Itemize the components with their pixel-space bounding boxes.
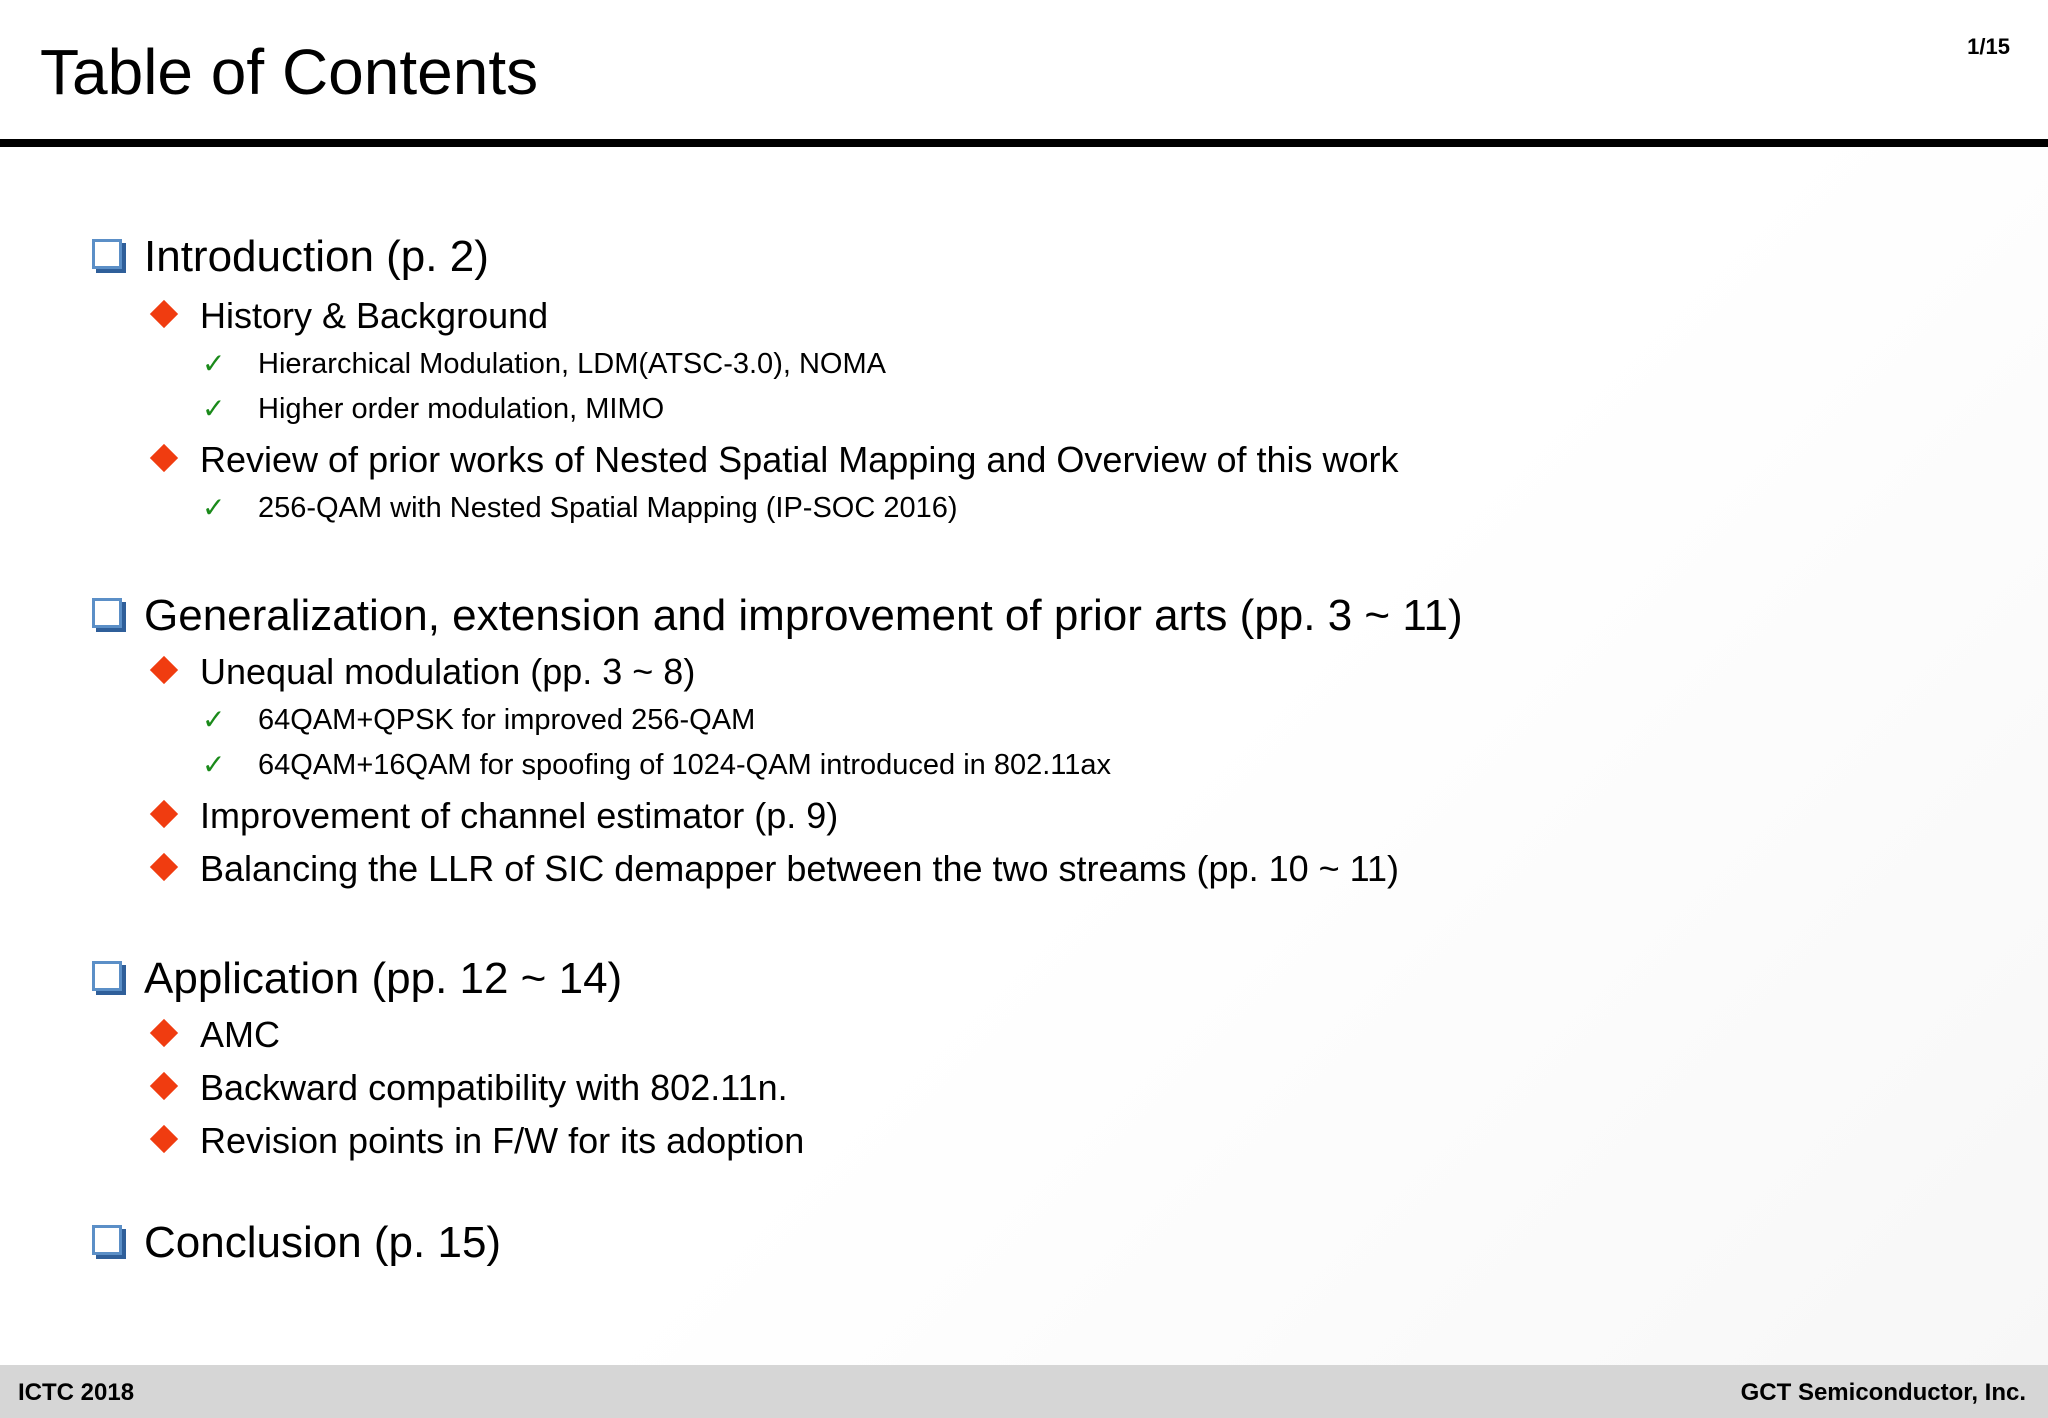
toc-subitem-label: 64QAM+16QAM for spoofing of 1024-QAM introduced in 802.11ax (258, 749, 1112, 781)
toc-item-label: Backward compatibility with 802.11n. (200, 1067, 788, 1108)
toc-subitem (202, 346, 886, 382)
diamond-bullet-icon (150, 1072, 178, 1100)
toc-section-introduction (92, 230, 489, 284)
toc-item (148, 1066, 788, 1110)
square-bullet-icon (92, 598, 122, 628)
toc-subitem-label: Higher order modulation, MIMO (258, 393, 665, 425)
toc-subitem (202, 391, 664, 427)
footer-bar (0, 1365, 2048, 1418)
toc-item (148, 847, 1399, 891)
toc-subitem-label: 64QAM+QPSK for improved 256-QAM (258, 704, 756, 736)
diamond-bullet-icon (150, 444, 178, 472)
toc-item (148, 1013, 280, 1057)
diamond-bullet-icon (150, 1125, 178, 1153)
toc-section-generalization (92, 589, 1463, 643)
checkmark-icon: ✓ (202, 748, 226, 781)
diamond-bullet-icon (150, 800, 178, 828)
toc-section-conclusion (92, 1216, 501, 1270)
toc-item-label: Balancing the LLR of SIC demapper between the two streams (pp. 10 ~ 11) (200, 848, 1400, 889)
checkmark-icon: ✓ (202, 491, 226, 524)
toc-subitem (202, 490, 958, 526)
toc-item-label: Unequal modulation (pp. 3 ~ 8) (200, 651, 696, 692)
square-bullet-icon (92, 239, 122, 269)
toc-item-label: Review of prior works of Nested Spatial Mapping and Overview of this work (200, 439, 1399, 480)
diamond-bullet-icon (150, 656, 178, 684)
toc-subitem-label: Hierarchical Modulation, LDM(ATSC-3.0), NOMA (258, 348, 886, 380)
checkmark-icon: ✓ (202, 703, 226, 736)
diamond-bullet-icon (150, 853, 178, 881)
toc-item (148, 438, 1399, 482)
toc-section-label: Conclusion (p. 15) (144, 1218, 502, 1267)
toc-item (148, 794, 838, 838)
checkmark-icon: ✓ (202, 347, 226, 380)
toc-item-label: History & Background (200, 295, 549, 336)
title-divider (0, 139, 2048, 147)
checkmark-icon: ✓ (202, 392, 226, 425)
page-title: Table of Contents (40, 36, 539, 108)
square-bullet-icon (92, 961, 122, 991)
toc-item-label: AMC (200, 1014, 280, 1055)
toc-item (148, 650, 695, 694)
toc-item (148, 1119, 804, 1163)
toc-section-label: Introduction (p. 2) (144, 232, 489, 281)
toc-section-label: Application (pp. 12 ~ 14) (144, 954, 623, 1003)
diamond-bullet-icon (150, 1019, 178, 1047)
diamond-bullet-icon (150, 300, 178, 328)
page-indicator: 1/15 (1967, 34, 2010, 59)
toc-subitem-label: 256-QAM with Nested Spatial Mapping (IP-SOC 2016) (258, 492, 958, 524)
toc-subitem (202, 747, 1111, 783)
toc-subitem (202, 702, 755, 738)
footer-conference: ICTC 2018 (18, 1379, 135, 1406)
toc-item (148, 294, 548, 338)
square-bullet-icon (92, 1225, 122, 1255)
toc-section-application (92, 952, 622, 1006)
footer-company: GCT Semiconductor, Inc. (1740, 1379, 2026, 1406)
toc-item-label: Revision points in F/W for its adoption (200, 1120, 805, 1161)
toc-section-label: Generalization, extension and improvement of prior arts (pp. 3 ~ 11) (144, 591, 1463, 640)
toc-item-label: Improvement of channel estimator (p. 9) (200, 795, 839, 836)
